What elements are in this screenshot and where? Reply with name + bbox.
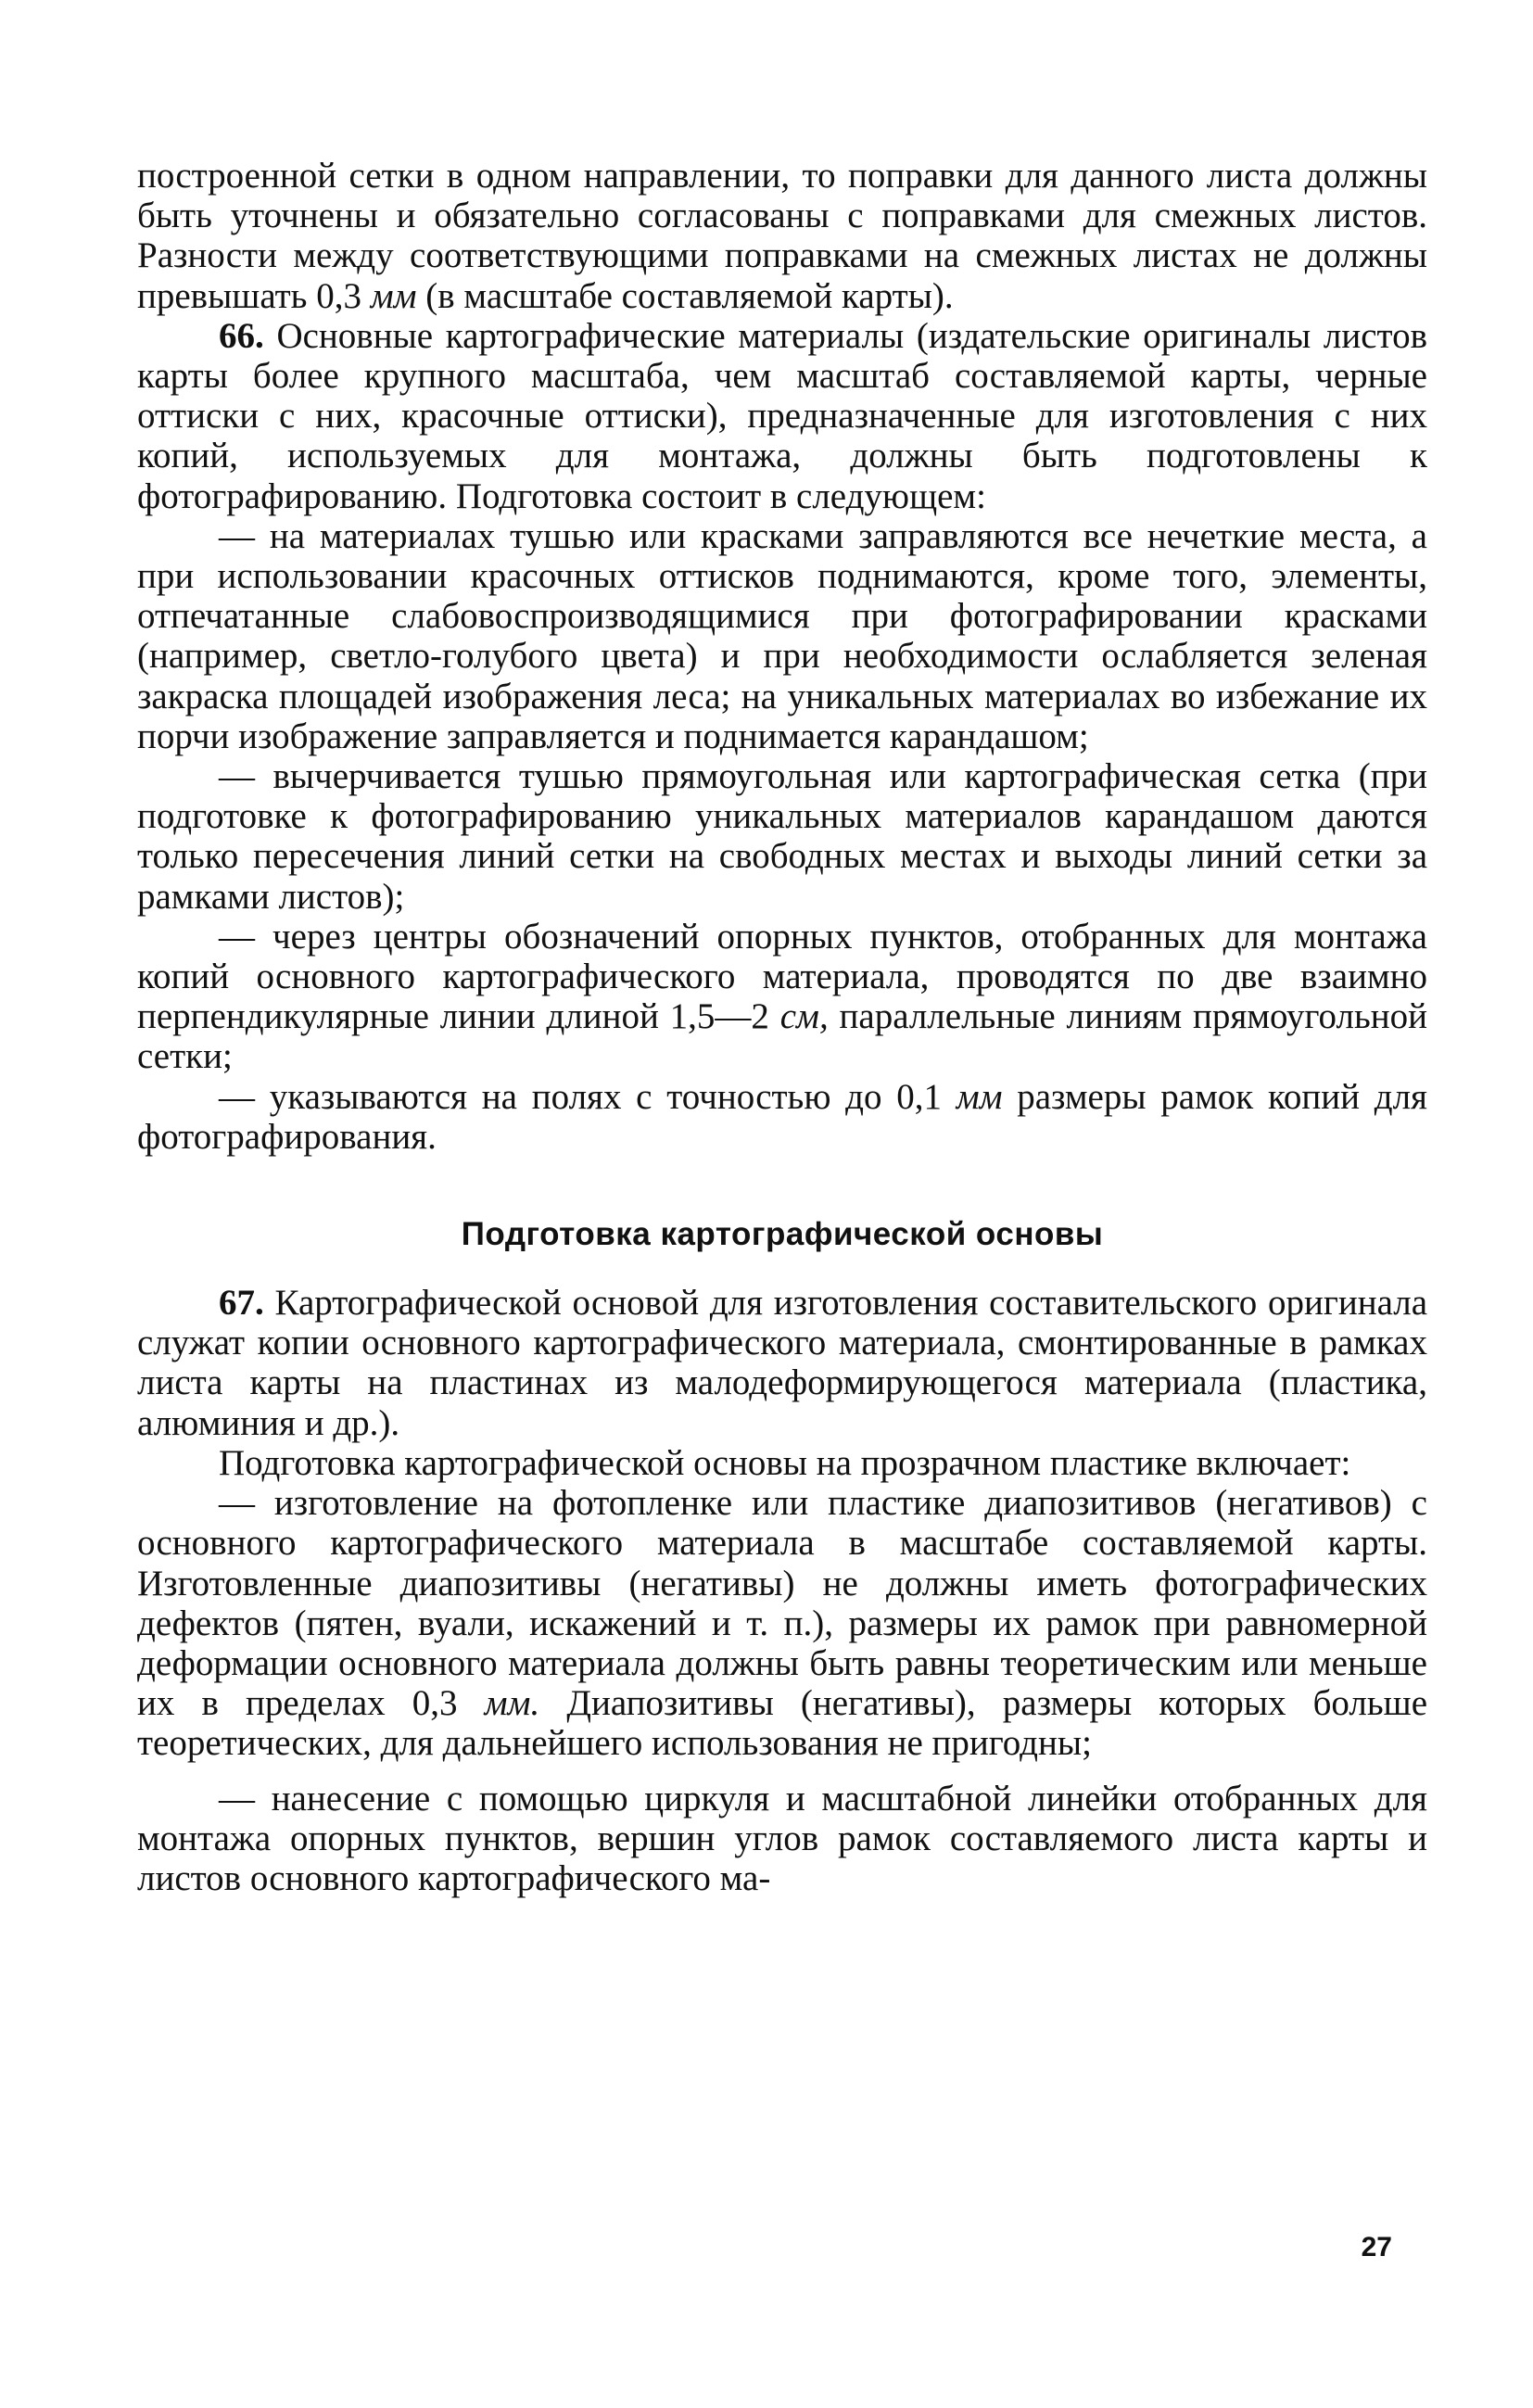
list-item-text: — вычерчивается тушью прямоугольная или картографическая сетка (при подготовке к фотографированию уникальных материалов карандашом даются только пересечения линий сетки на свободных местах и выходы линий сетки за рамками листов); — [137, 756, 1427, 917]
list-item-text: — указываются на полях с точностью до 0,1 — [219, 1076, 942, 1117]
list-item — [137, 756, 1427, 917]
unit-cm: см, — [779, 996, 829, 1037]
paragraph — [137, 1443, 1427, 1483]
list-item — [137, 1779, 1427, 1899]
list-item — [137, 1077, 1427, 1157]
unit-mm: мм. — [484, 1683, 540, 1724]
list-item-text: — нанесение с помощью циркуля и масштабной линейки отобранных для монтажа опорных пунктов, вершин углов рамок составляемого листа карты и листов основного картографического ма- — [137, 1778, 1427, 1898]
paragraph-continuation — [137, 156, 1427, 316]
page-body — [137, 156, 1427, 1898]
paragraph-text: Подготовка картографической основы на прозрачном пластике включает: — [219, 1442, 1351, 1483]
unit-mm: мм — [370, 275, 417, 316]
unit-mm: мм — [956, 1076, 1003, 1117]
paragraph-text: Основные картографические материалы (издательские оригиналы листов карты более крупного масштаба, чем масштаб составляемой карты, черные оттиски с них, красочные оттиски), предназначенные для изготовления с них копий, используемых для монтажа, должны быть подготовлены к фотографированию. Подготовка состоит в следующем: — [137, 315, 1427, 516]
list-item-text: — через центры обозначений опорных пунктов, отобранных для монтажа копий основного картографического материала, проводятся по две взаимно перпендикулярные линии длиной 1,5—2 — [137, 916, 1427, 1037]
list-item — [137, 917, 1427, 1077]
list-item-text-tail: Диапозитивы (негативы), размеры которых больше теоретических, для дальнейшего использования не пригодны; — [137, 1683, 1428, 1764]
paragraph-text-tail: (в масштабе составляемой карты). — [425, 275, 954, 316]
paragraph-text: построенной сетки в одном направлении, то поправки для данного листа должны быть уточнены и обязательно согласованы с поправками для смежных листов. Разности между соответствующими поправками на смежных листах не должны превышать 0,3 — [137, 156, 1427, 316]
paragraph-66 — [137, 316, 1427, 516]
list-item-text: — на материалах тушью или красками заправляются все нечеткие места, а при использовании красочных оттисков поднимаются, кроме того, элементы, отпечатанные слабовоспроизводящимися при фотографировании красками (например, светло-голубого цвета) и при необходимости ослабляется зеленая закраска площадей изображения леса; на уникальных материалах во избежание их порчи изображение заправляется и поднимается карандашом; — [137, 515, 1427, 756]
paragraph-number: 67. — [219, 1283, 264, 1324]
list-item-text: — изготовление на фотопленке или пластике диапозитивов (негативов) с основного картографического материала в масштабе составляемой карты. Изготовленные диапозитивы (негативы) не должны иметь фотографических дефектов (пятен, вуали, искажений и т. п.), размеры их рамок при равномерной деформации основного материала должны быть равны теоретическим или меньше их в пределах 0,3 — [137, 1483, 1427, 1724]
paragraph-67 — [137, 1283, 1427, 1443]
list-item — [137, 1483, 1427, 1763]
list-item-text-tail: размеры рамок копий для фотографирования. — [137, 1076, 1427, 1157]
paragraph-number: 66. — [219, 315, 264, 356]
section-heading: Подготовка картографической основы — [461, 1216, 1104, 1253]
list-item-text-tail: параллельные линиям прямоугольной сетки; — [137, 996, 1428, 1077]
page-number: 27 — [1361, 2232, 1392, 2262]
paragraph-text: Картографической основой для изготовления составительского оригинала служат копии основного картографического материала, смонтированные в рамках листа карты на пластинах из малодеформирующегося материала (пластика, алюминия и др.). — [137, 1283, 1427, 1443]
list-item — [137, 516, 1427, 756]
